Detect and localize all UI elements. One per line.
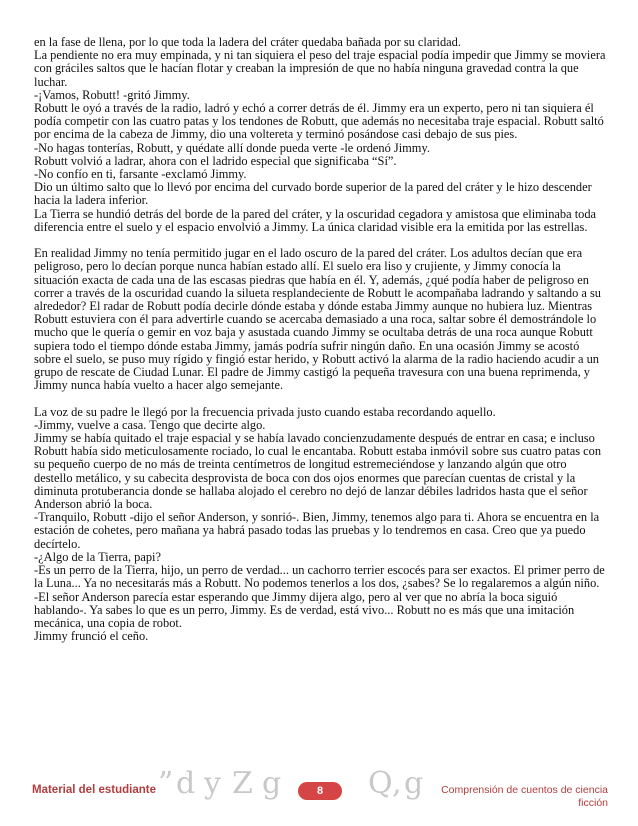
page-footer xyxy=(0,766,638,822)
paragraph: La pendiente no era muy empinada, y ni tan siquiera el peso del traje espacial podía impedir que Jimmy se moviera con gráciles saltos que le hacían flotar y creaban la impresión de que no había ninguna gravedad contra la que luchar. xyxy=(34,48,606,89)
paragraph: -No hagas tonterías, Robutt, y quédate allí donde pueda verte -le ordenó Jimmy. xyxy=(34,140,430,155)
paragraph: -Es un perro de la Tierra, hijo, un perro de verdad... un cachorro terrier escocés para ser exactos. El primer perro de la Luna... Ya no necesitarás más a Robutt. No podemos tenerlos a los dos, ¿sabes? Se lo regalaremos a algún niño. xyxy=(34,563,605,591)
paragraph: Jimmy frunció el ceño. xyxy=(34,629,149,644)
footer-student-label: Material del estudiante xyxy=(32,784,156,796)
paragraph: -¿Algo de la Tierra, papi? xyxy=(34,549,161,564)
decorative-glyph: g xyxy=(404,766,424,801)
paragraph: -Tranquilo, Robutt -dijo el señor Anderson, y sonrió-. Bien, Jimmy, tenemos algo para ti. Ahora se encuentra en la estación de cohetes, pero mañana ya habrá pasado todas las pruebas y lo tendremos en casa. Creo que ya puedo decírtelo. xyxy=(34,510,600,551)
paragraph: Robutt volvió a ladrar, ahora con el ladrido especial que significaba “Sí”. xyxy=(34,153,397,168)
paragraph: Robutt le oyó a través de la radio, ladró y echó a correr detrás de él. Jimmy era un experto, pero ni tan siquiera él podía competir con las cuatro patas y los tendones de Robutt, que además no necesitaba traje espacial. Robutt saltó por encima de la cabeza de Jimmy, dio una voltereta y terminó posándose casi debajo de sus pies. xyxy=(34,101,604,142)
decorative-glyph: Q xyxy=(368,766,393,801)
decorative-glyph: g xyxy=(262,766,282,801)
paragraph: En realidad Jimmy no tenía permitido jugar en el lado oscuro de la pared del cráter. Los adultos decían que era peligroso, pero lo decían porque nunca habían estado allí. El suelo era liso y crujiente, y Jimmy conocía la situación exacta de cada una de las escasas piedras que había en él. Y, además, ¿qué podía haber de peligroso en correr a través de la oscuridad cuando la silueta resplandeciente de Robutt le acompañaba ladrando y saltando a su alrededor? El radar de Robutt podía decirle dónde estaba y dónde estaba Jimmy aunque no hubiera luz. Mientras Robutt estuviera con él para advertirle cuando se acercaba demasiado a una roca, saltar sobre él demostrándole lo mucho que le quería o gemir en voz baja y asustada cuando Jimmy se ocultaba detrás de una roca aunque Robutt supiera todo el tiempo dónde estaba Jimmy, jamás podría sufrir ningún daño. En una ocasión Jimmy se acostó sobre el suelo, se puso muy rígido y fingió estar herido, y Robutt activó la alarma de la radio haciendo acudir a un grupo de rescate de Ciudad Lunar. El padre de Jimmy castigó la pequeña travesura con una buena reprimenda, y Jimmy nunca había vuelto a hacer algo semejante. xyxy=(34,246,601,393)
paragraph: -Jimmy, vuelve a casa. Tengo que decirte algo. xyxy=(34,417,266,432)
paragraph: La voz de su padre le llegó por la frecuencia privada justo cuando estaba recordando aquello. xyxy=(34,404,496,419)
paragraph: en la fase de llena, por lo que toda la ladera del cráter quedaba bañada por su claridad. xyxy=(34,35,461,49)
paragraph: -No confío en ti, farsante -exclamó Jimmy. xyxy=(34,167,247,182)
decorative-glyph: y xyxy=(204,766,221,801)
footer-course-title: Comprensión de cuentos de ciencia ficción xyxy=(441,784,608,809)
paragraph: -El señor Anderson parecía estar esperando que Jimmy dijera algo, pero al ver que no abría la boca siguió hablando-. Ya sabes lo que es un perro, Jimmy. Es de verdad, está vivo... Robutt no es más que una imitación mecánica, una copia de robot. xyxy=(34,589,575,630)
decorative-glyph: d xyxy=(176,766,196,801)
paragraph: Jimmy se había quitado el traje espacial y se había lavado concienzudamente después de entrar en casa; e incluso Robutt había sido meticulosamente rociado, lo cual le encantaba. Robutt estaba inmóvil sobre sus cuatro patas con su pequeño cuerpo de no más de treinta centímetros de longitud estremeciéndose y lanzando algún que otro destello metálico, y su cabecita desprovista de boca con dos ojos enormes que parecían cuentas de cristal y la diminuta protuberancia donde se hallaba alojado el cerebro no dejó de lanzar débiles ladridos hasta que el señor Anderson abrió la boca. xyxy=(34,431,602,512)
page-number-badge: 8 xyxy=(298,782,342,800)
paragraph: La Tierra se hundió detrás del borde de la pared del cráter, y la oscuridad cegadora y amistosa que eliminaba toda diferencia entre el suelo y el espacio envolvió a Jimmy. La única claridad visible era la emitida por las estrellas. xyxy=(34,206,597,234)
decorative-glyph: ” xyxy=(158,766,174,801)
story-text xyxy=(34,36,606,643)
decorative-glyph: , xyxy=(392,766,402,801)
paragraph: Dio un último salto que lo llevó por encima del curvado borde superior de la pared del cráter y le hizo descender hacia la ladera inferior. xyxy=(34,180,592,208)
paragraph: -¡Vamos, Robutt! -gritó Jimmy. xyxy=(34,87,190,102)
decorative-glyph: Z xyxy=(232,766,253,801)
